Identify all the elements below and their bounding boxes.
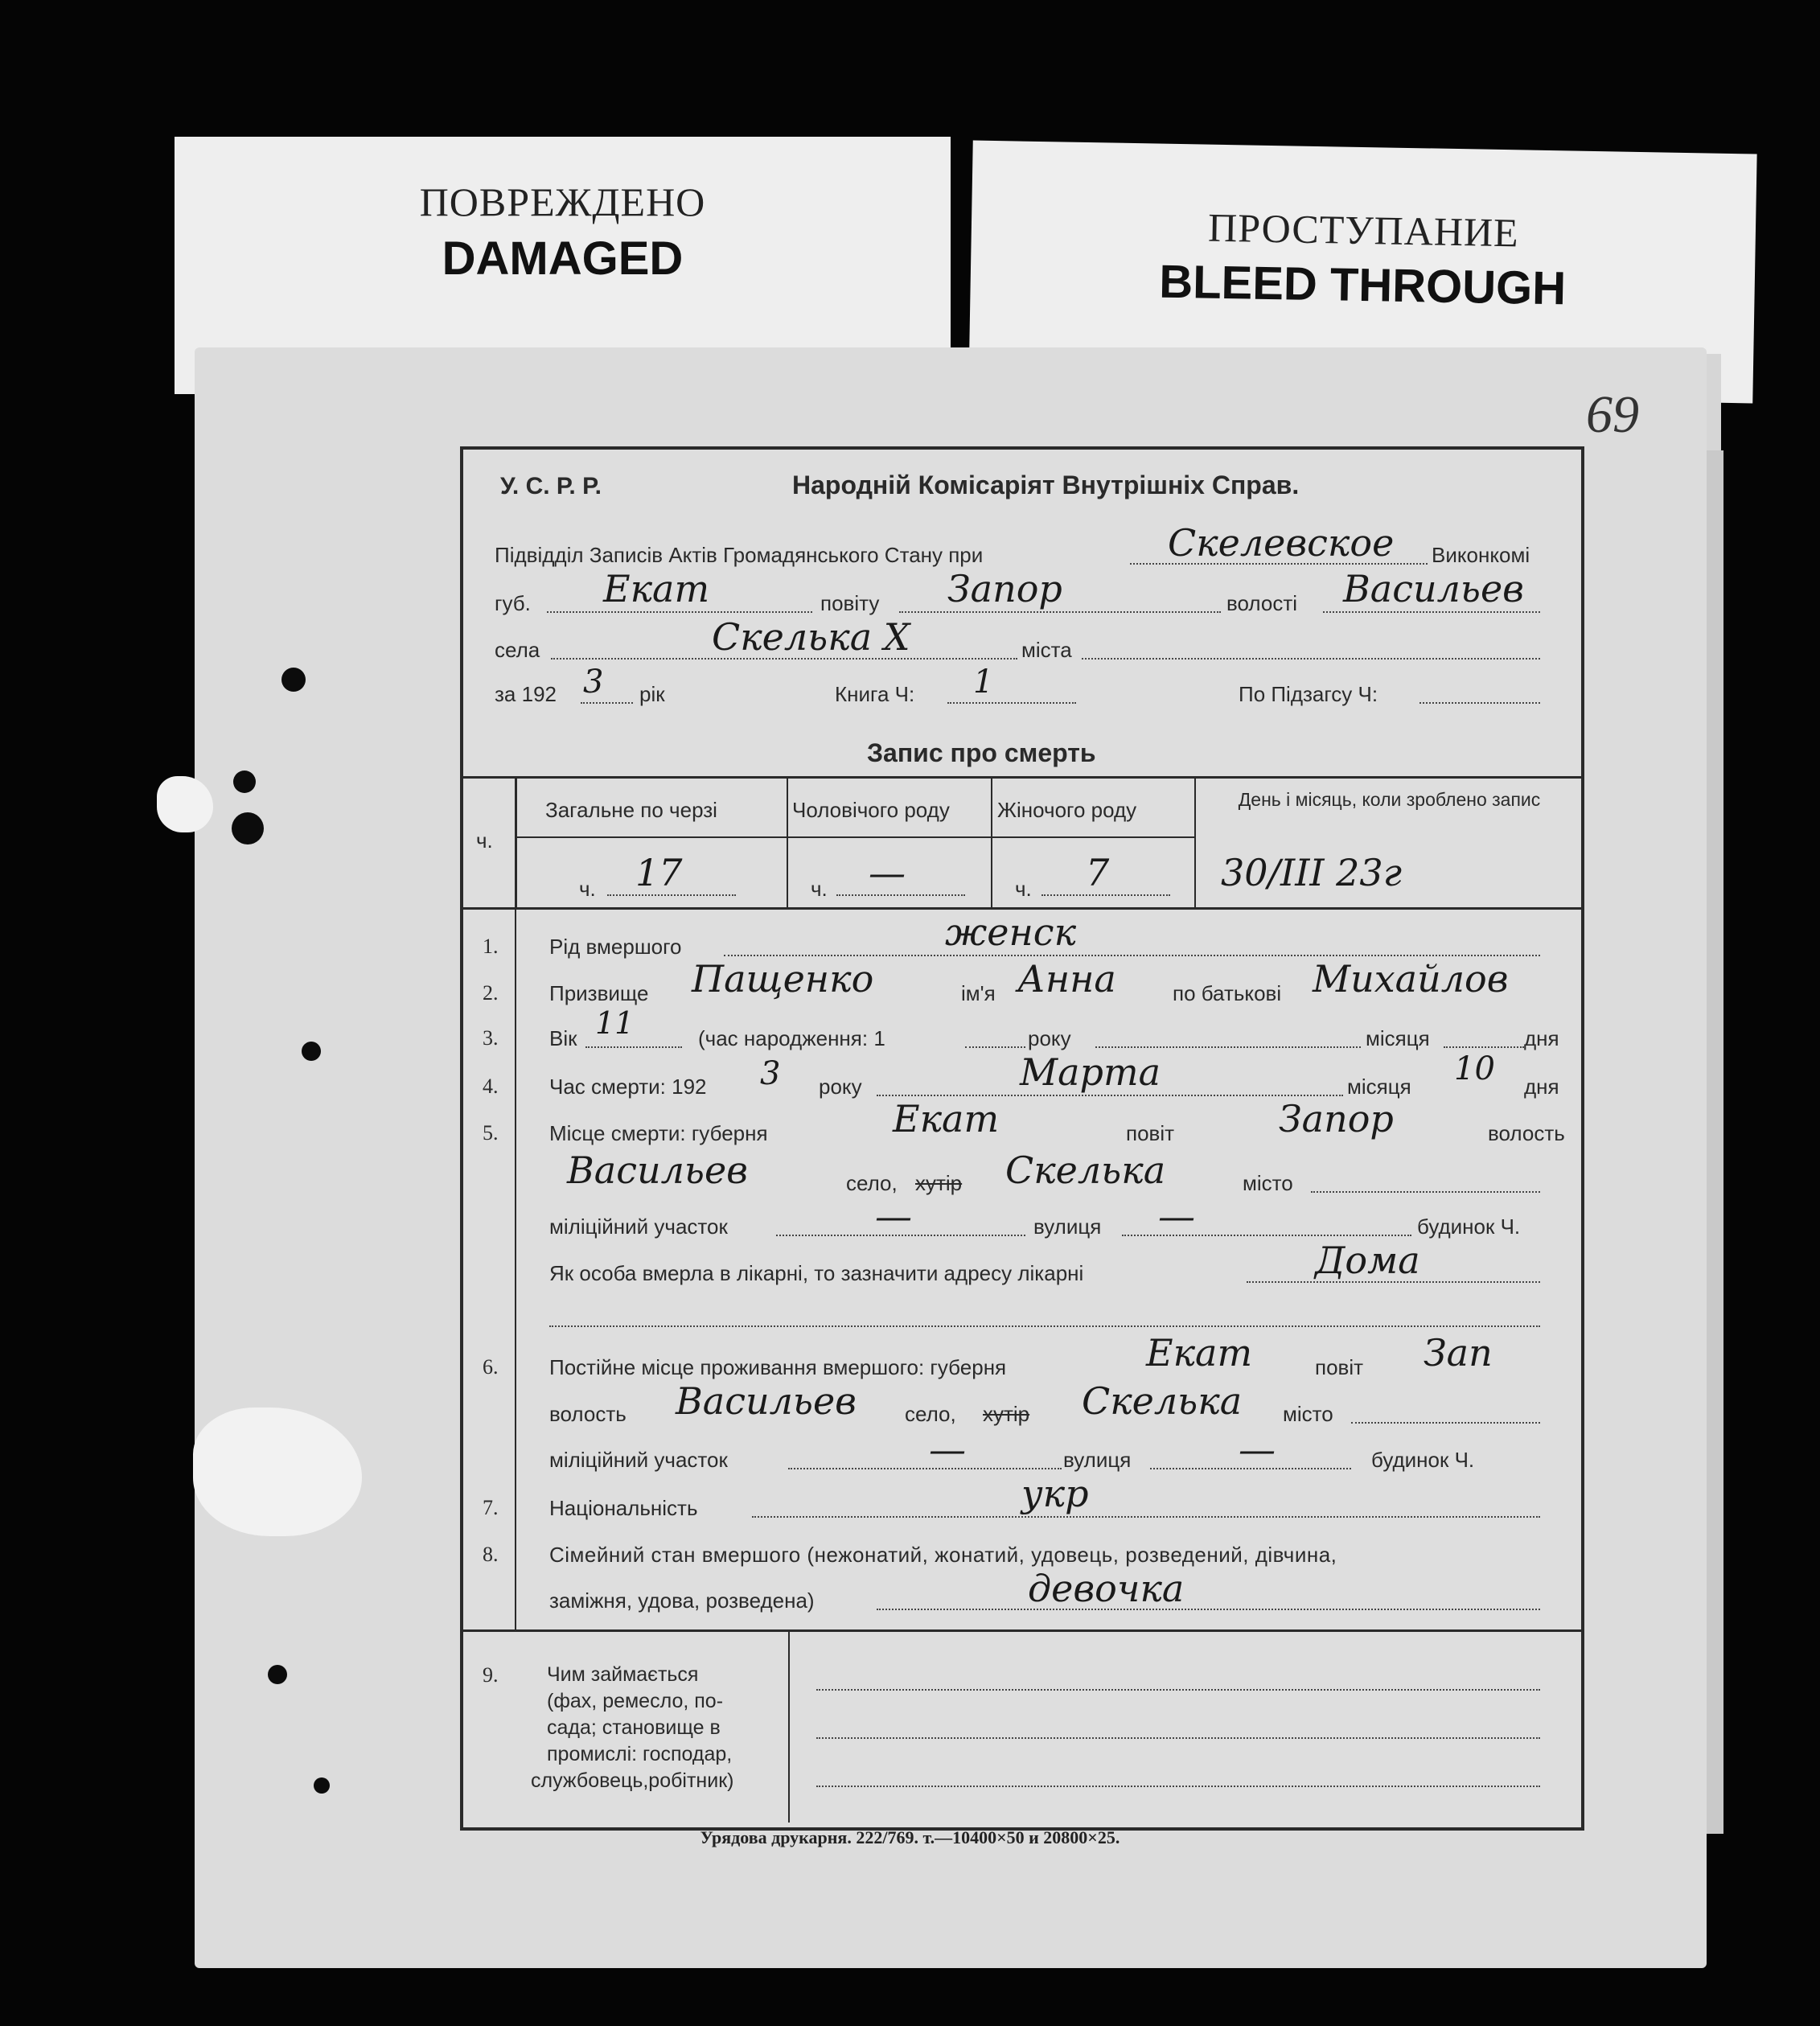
fill-line — [965, 1046, 1025, 1048]
r5-hospital-label: Як особа вмерла в лікарні, то зазначити адресу лікарні — [549, 1261, 1084, 1285]
fill-line — [581, 702, 633, 704]
fill-line — [1311, 1191, 1540, 1193]
printer-footer: Урядова друкарня. 222/769. т.—10400×50 и 20800×25. — [700, 1827, 1120, 1847]
r6-volost-label: волость — [549, 1402, 627, 1426]
r8-label: Сімейний стан вмершого (нежонатий, жонатий, удовець, розведений, дівчина, — [549, 1543, 1337, 1567]
r5-militia-label: міліційний участок — [549, 1214, 728, 1239]
row-number: 2. — [483, 981, 499, 1005]
ch-label: ч. — [811, 877, 828, 901]
executive-committee-label: Виконкомі — [1432, 543, 1530, 567]
punch-hole — [268, 1665, 287, 1684]
r2-name: Анна — [1017, 957, 1116, 1001]
fill-line — [947, 702, 1076, 704]
punch-hole — [302, 1042, 321, 1061]
fill-line — [1444, 1046, 1524, 1048]
table-border — [460, 776, 1581, 779]
ch-label: ч. — [1015, 877, 1032, 901]
row-number: 6. — [483, 1355, 499, 1379]
general-count-value: 17 — [635, 851, 683, 894]
subdivision-label: Підвідділ Записів Актів Громадянського Стану при — [495, 543, 984, 567]
r2-name-label: ім'я — [961, 981, 996, 1005]
r2-label: Призвище — [549, 981, 649, 1005]
year-suffix: рік — [639, 682, 665, 706]
year-label: за 192 — [495, 682, 557, 706]
fill-line — [724, 955, 1540, 956]
r3-label: Вік — [549, 1026, 577, 1050]
book-label: Книга Ч: — [835, 682, 915, 706]
r4-month-label: місяця — [1347, 1075, 1411, 1099]
bleed-through-card-en: BLEED THROUGH — [1158, 255, 1567, 315]
col-female-label: Жіночого роду — [997, 798, 1137, 822]
fill-line — [877, 1095, 1343, 1096]
r6-militia-value: — — [929, 1428, 966, 1471]
r3-year-label: року — [1028, 1026, 1071, 1050]
fill-line — [1323, 611, 1540, 613]
r1-value: женск — [945, 910, 1077, 954]
table-border — [787, 776, 788, 909]
r5-street-value: — — [1158, 1194, 1195, 1238]
selo-label: села — [495, 638, 540, 662]
row-number-rule — [515, 907, 516, 1631]
gub-value: Екат — [603, 567, 710, 610]
r7-label: Національність — [549, 1496, 698, 1520]
fill-line — [1351, 1422, 1540, 1424]
punch-hole — [232, 812, 264, 845]
ch-label: ч. — [579, 877, 596, 901]
punch-hole — [233, 771, 256, 793]
fill-line — [585, 1046, 682, 1048]
fill-line — [877, 1609, 1540, 1610]
r2-patronymic-label: по батькові — [1173, 981, 1282, 1005]
r6-selo: Скелька — [1082, 1379, 1243, 1423]
r2-patronymic: Михайлов — [1313, 957, 1509, 1001]
r9-label: (фах, ремесло, по- — [547, 1690, 724, 1712]
fill-line — [547, 611, 812, 613]
r5-volost: Васильев — [567, 1149, 748, 1192]
fill-line — [899, 611, 1221, 613]
r5-khutir: хутір — [915, 1171, 963, 1195]
col-male-label: Чоловічого роду — [792, 798, 950, 822]
fill-line — [816, 1689, 1540, 1691]
r9-label: Чим займається — [547, 1663, 699, 1686]
r4-day-label: дня — [1524, 1075, 1559, 1099]
row-number: 4. — [483, 1075, 499, 1098]
r6-gub: Екат — [1146, 1331, 1253, 1375]
row-number: 9. — [483, 1663, 499, 1687]
r6-volost: Васильев — [676, 1379, 857, 1423]
damaged-card-en: DAMAGED — [442, 232, 684, 285]
sheet-number: 69 — [1586, 385, 1639, 444]
r5-gub: Екат — [893, 1097, 1000, 1140]
r5-hospital-value: Дома — [1315, 1239, 1420, 1282]
gub-label: губ. — [495, 591, 531, 615]
table-border — [515, 776, 517, 909]
male-count-value: — — [869, 851, 906, 894]
r4-day: 10 — [1454, 1050, 1495, 1087]
col-date-label: День і місяць, коли зроблено запис — [1238, 789, 1541, 810]
subdivision-value: Скелевское — [1168, 521, 1395, 565]
r6-street-label: вулиця — [1063, 1448, 1132, 1472]
fill-line — [549, 1325, 1540, 1327]
r3-month-label: місяця — [1366, 1026, 1430, 1050]
r6-povit-label: повіт — [1315, 1355, 1364, 1379]
fill-line — [607, 894, 736, 896]
col-general-label: Загальне по черзі — [545, 798, 717, 822]
r3-day-label: дня — [1524, 1026, 1559, 1050]
fill-line — [752, 1516, 1540, 1518]
year-value: 3 — [583, 664, 604, 701]
r6-povit: Зап — [1424, 1331, 1493, 1375]
r7-value: укр — [1021, 1472, 1089, 1515]
fill-line — [788, 1468, 1062, 1469]
fill-line — [1041, 894, 1170, 896]
r1-label: Рід вмершого — [549, 935, 682, 959]
damaged-card-ru: ПОВРЕЖДЕНО — [419, 179, 706, 224]
table-border — [460, 907, 1581, 910]
volost-label: волості — [1226, 591, 1298, 615]
r5-selo-label: село, — [846, 1171, 898, 1195]
subzags-label: По Підзагсу Ч: — [1239, 682, 1378, 706]
r5-misto-label: місто — [1243, 1171, 1293, 1195]
fill-line — [836, 894, 965, 896]
r8-label-2: заміжня, удова, розведена) — [549, 1588, 815, 1613]
fill-line — [1095, 1046, 1361, 1048]
female-count-value: 7 — [1086, 851, 1110, 894]
record-date-value: 30/III 23г — [1221, 851, 1402, 894]
table-border — [991, 776, 992, 909]
fill-line — [816, 1737, 1540, 1739]
r4-year: 3 — [760, 1055, 781, 1092]
bleed-through-card-ru: ПРОСТУПАНИЕ — [1207, 204, 1520, 256]
r6-label: Постійне місце проживання вмершого: губерня — [549, 1355, 1007, 1379]
r6-khutir: хутір — [983, 1402, 1030, 1426]
r5-volost-label: волость — [1488, 1121, 1565, 1145]
r6-street-value: — — [1239, 1428, 1276, 1471]
fill-line — [816, 1786, 1540, 1787]
r6-house-label: будинок Ч. — [1371, 1448, 1475, 1472]
r6-misto-label: місто — [1283, 1402, 1333, 1426]
fill-line — [1419, 702, 1540, 704]
r5-povit-label: повіт — [1126, 1121, 1175, 1145]
r4-year-label: року — [819, 1075, 862, 1099]
table-border — [515, 836, 1194, 838]
r5-house-label: будинок Ч. — [1417, 1214, 1521, 1239]
r5-selo: Скелька — [1005, 1149, 1166, 1192]
r6-militia-label: міліційний участок — [549, 1448, 728, 1472]
r3-age: 11 — [595, 1005, 635, 1041]
r3-birth-label: (час народження: 1 — [698, 1026, 885, 1050]
r4-month: Марта — [1020, 1050, 1161, 1094]
mista-label: міста — [1021, 638, 1072, 662]
table-border — [1194, 776, 1196, 909]
povit-value: Запор — [947, 567, 1062, 610]
volost-value: Васильев — [1343, 567, 1524, 610]
book-value: 1 — [973, 664, 994, 701]
fill-line — [1082, 658, 1540, 660]
r9-label: сада; становище в — [547, 1716, 721, 1739]
row-number: 7. — [483, 1496, 499, 1519]
r5-povit: Запор — [1279, 1097, 1394, 1140]
row-number: 8. — [483, 1543, 499, 1566]
r2-surname: Пащенко — [692, 957, 874, 1001]
r5-label: Місце смерти: губерня — [549, 1121, 768, 1145]
form-title: Запис про смерть — [867, 738, 1096, 767]
table-border — [460, 1629, 1581, 1632]
state-label: У. С. Р. Р. — [500, 473, 602, 499]
table-border — [788, 1629, 790, 1823]
row-number: 3. — [483, 1026, 499, 1050]
selo-value: Скелька Х — [712, 615, 910, 659]
row-number: 5. — [483, 1121, 499, 1145]
punch-hole — [281, 668, 306, 692]
r4-label: Час смерти: 192 — [549, 1075, 707, 1099]
row-number: 1. — [483, 935, 499, 958]
ch-label: ч. — [476, 828, 493, 853]
r5-militia-value: — — [875, 1194, 912, 1238]
r8-value: девочка — [1028, 1567, 1185, 1610]
r9-label: промислі: господар, — [547, 1743, 733, 1765]
r6-selo-label: село, — [905, 1402, 956, 1426]
r5-street-label: вулиця — [1033, 1214, 1102, 1239]
povit-label: повіту — [820, 591, 880, 615]
ministry-label: Народній Комісаріят Внутрішніх Справ. — [792, 471, 1300, 499]
punch-hole — [314, 1777, 330, 1794]
r9-label: службовець,робітник) — [531, 1769, 734, 1792]
